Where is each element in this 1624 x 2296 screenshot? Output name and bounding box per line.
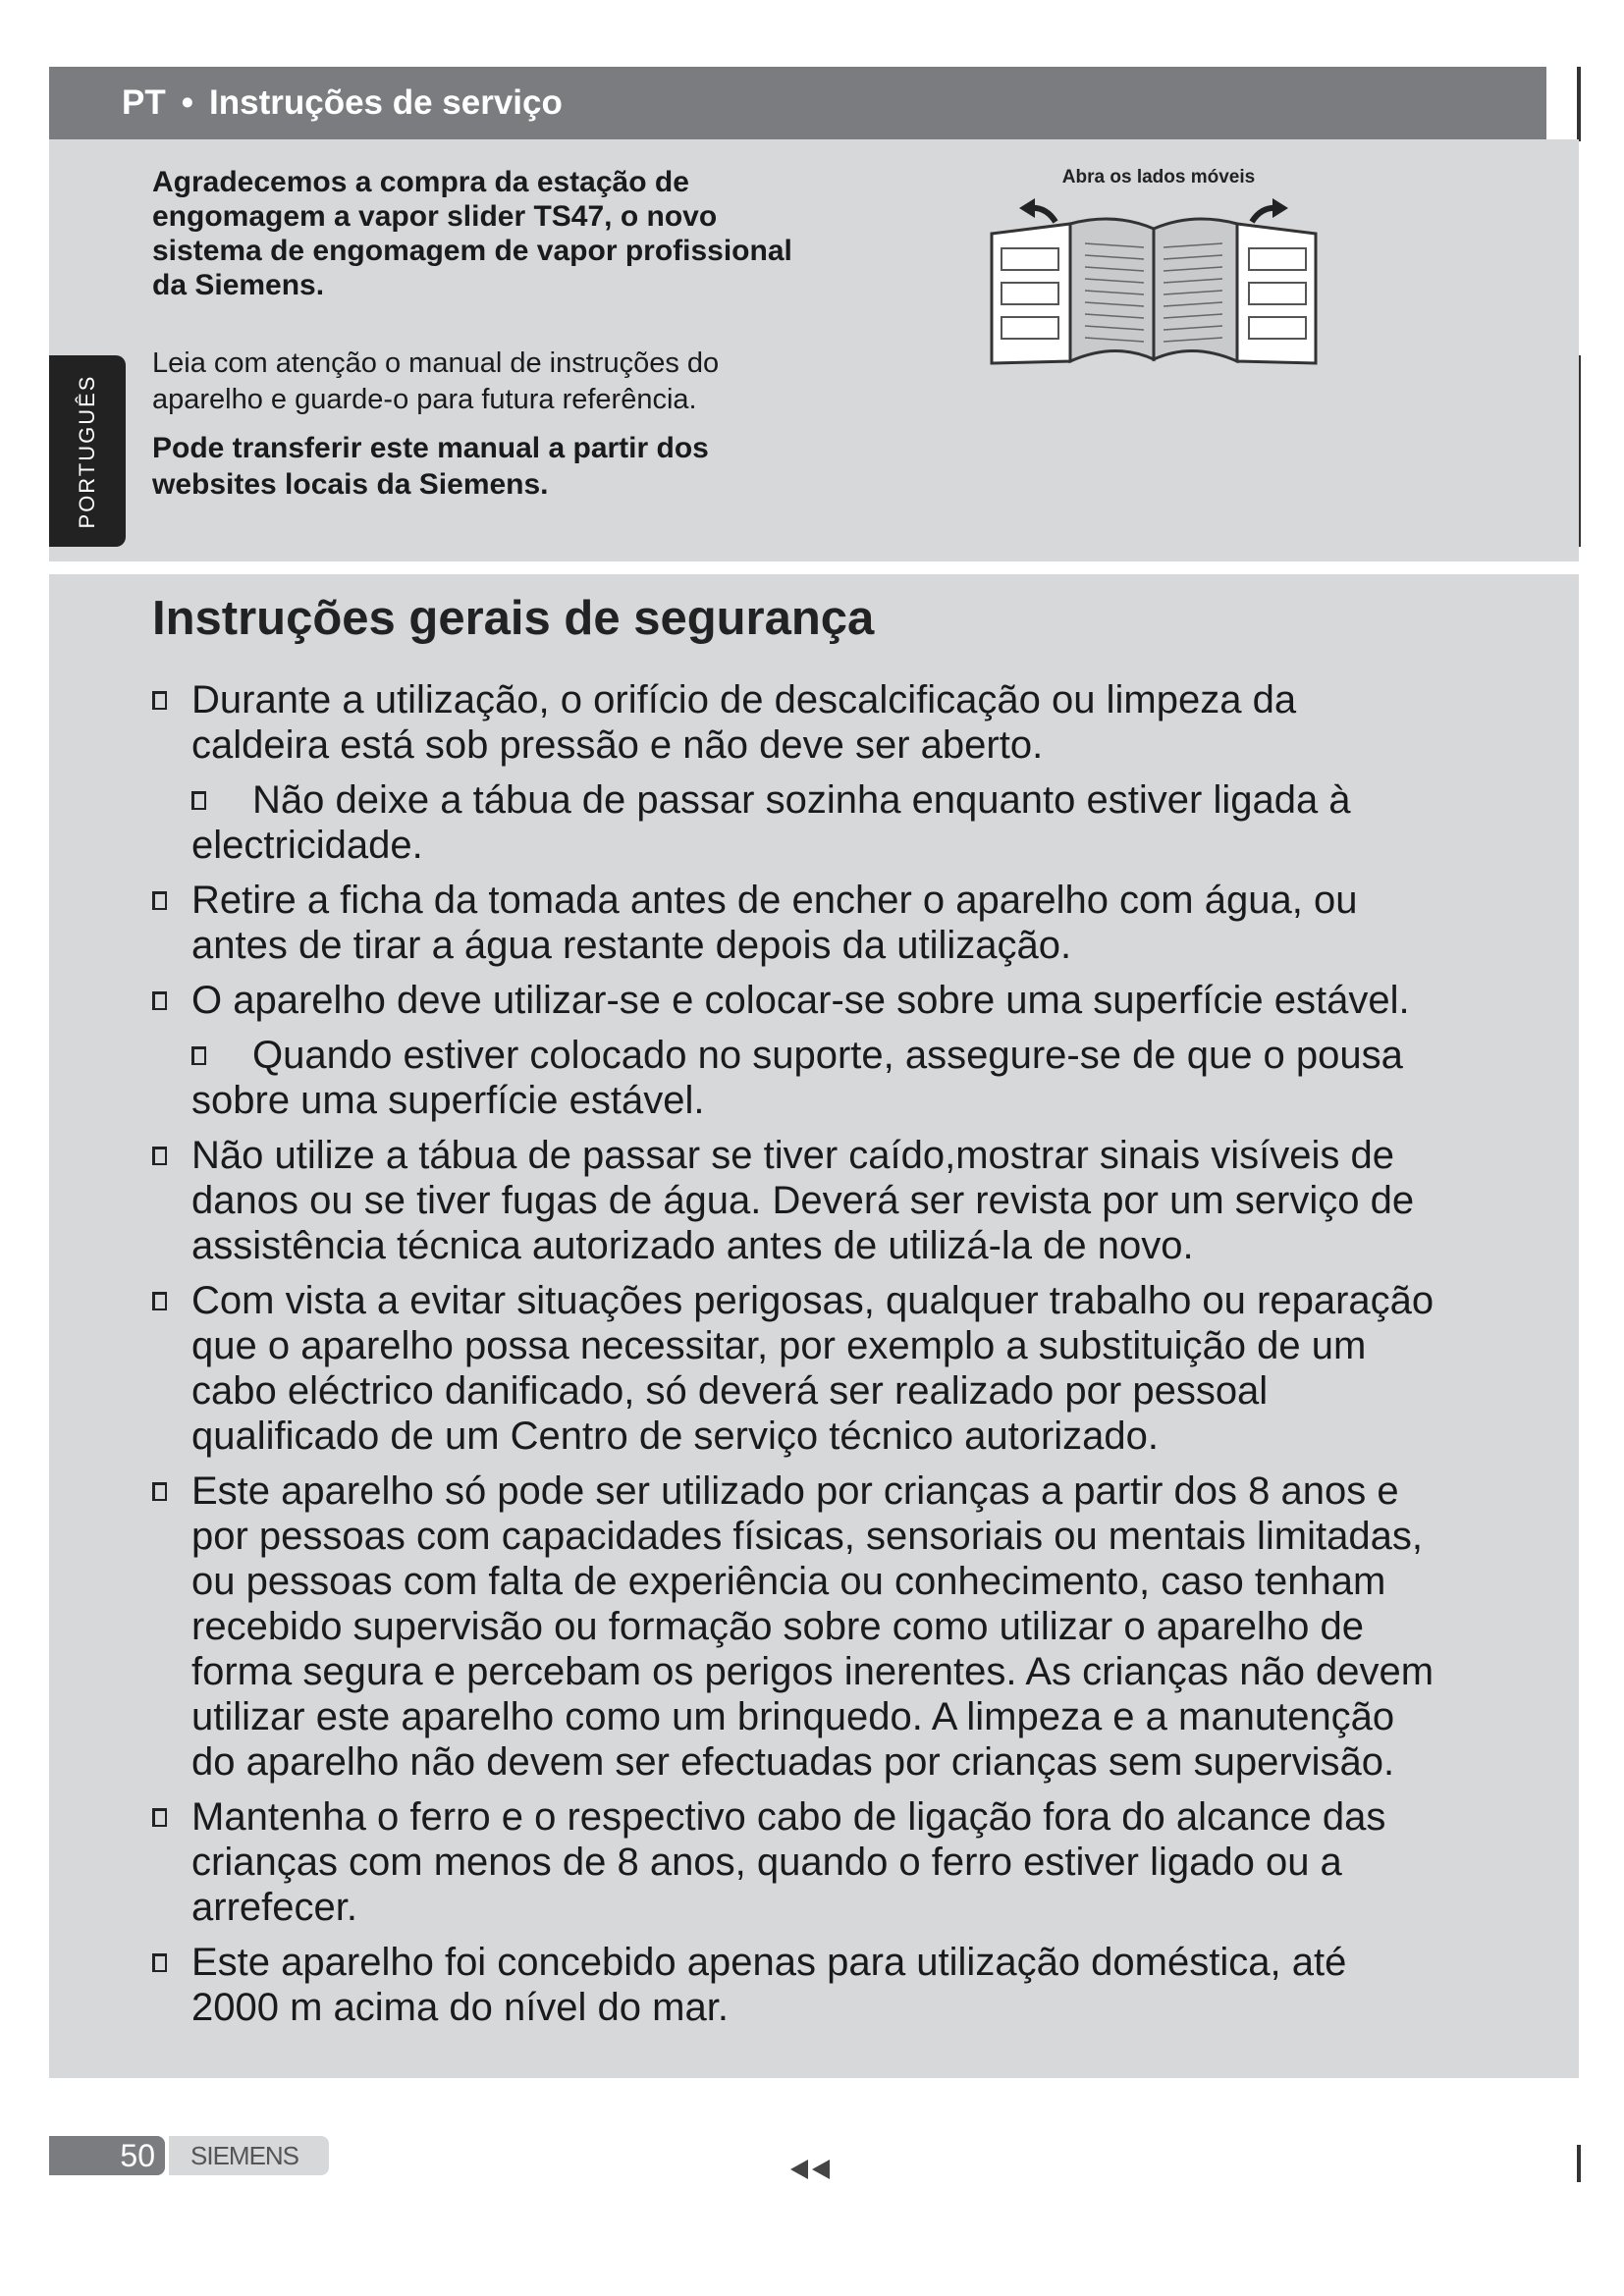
safety-item [152, 1033, 1527, 1123]
open-manual-icon [982, 194, 1326, 371]
text-line: Leia com atenção o manual de instruções do [152, 347, 720, 379]
text-line: Pode transferir este manual a partir dos [152, 432, 709, 464]
text-line: Com vista a evitar situações perigosas, qualquer trabalho ou reparação [191, 1279, 1435, 1322]
text-line: electricidade. [191, 824, 423, 867]
text-line: Este aparelho só pode ser utilizado por crianças a partir dos 8 anos e [191, 1469, 1399, 1513]
safety-list [152, 677, 1527, 2040]
text-line: da Siemens. [152, 269, 325, 301]
brand-label: SIEMENS [169, 2136, 329, 2175]
language-tab [49, 355, 126, 547]
checkbox-bullet-icon [152, 1808, 167, 1827]
text-line: do aparelho não devem ser efectuadas por crianças sem supervisão. [191, 1740, 1395, 1784]
text-line: O aparelho deve utilizar-se e colocar-se sobre uma superfície estável. [191, 979, 1410, 1022]
edge-mark [1577, 2145, 1581, 2182]
text-line: por pessoas com capacidades físicas, sensoriais ou mentais limitadas, [191, 1515, 1423, 1558]
safety-item [152, 777, 1527, 868]
safety-item [152, 1278, 1527, 1459]
text-line: sobre uma superfície estável. [191, 1079, 705, 1122]
text-line: Quando estiver colocado no suporte, assegure-se de que o pousa [252, 1034, 1403, 1077]
text-line: Não deixe a tábua de passar sozinha enquanto estiver ligada à [252, 778, 1351, 822]
text-line: qualificado de um Centro de serviço técnico autorizado. [191, 1415, 1159, 1458]
previous-page-icon[interactable] [790, 2158, 836, 2181]
text-line: caldeira está sob pressão e não deve ser aberto. [191, 723, 1044, 767]
text-line: utilizar este aparelho como um brinquedo. A limpeza e a manutenção [191, 1695, 1395, 1738]
text-line: crianças com menos de 8 anos, quando o ferro estiver ligado ou a [191, 1841, 1342, 1884]
text-line: sistema de engomagem de vapor profissional [152, 235, 792, 267]
checkbox-bullet-icon [152, 991, 167, 1010]
safety-item [152, 878, 1527, 968]
page-number: 50 [49, 2136, 165, 2175]
text-line: ou pessoas com falta de experiência ou conhecimento, caso tenham [191, 1560, 1386, 1603]
text-line: que o aparelho possa necessitar, por exemplo a substituição de um [191, 1324, 1367, 1367]
text-line: antes de tirar a água restante depois da utilização. [191, 924, 1072, 967]
header-separator: • [181, 83, 193, 122]
safety-item [152, 1468, 1527, 1785]
checkbox-bullet-icon [152, 1147, 167, 1165]
text-line: websites locais da Siemens. [152, 468, 549, 501]
safety-title: Instruções gerais de segurança [152, 592, 875, 645]
text-line: recebido supervisão ou formação sobre como utilizar o aparelho de [191, 1605, 1365, 1648]
illustration-caption: Abra os lados móveis [1061, 167, 1256, 187]
text-line: forma segura e percebam os perigos inerentes. As crianças não devem [191, 1650, 1435, 1693]
safety-item [152, 677, 1527, 768]
text-line: cabo eléctrico danificado, só deverá ser realizado por pessoal [191, 1369, 1269, 1413]
text-line: Mantenha o ferro e o respectivo cabo de ligação fora do alcance das [191, 1795, 1386, 1839]
text-line: Não utilize a tábua de passar se tiver caído,mostrar sinais visíveis de [191, 1134, 1395, 1177]
checkbox-bullet-icon [152, 891, 167, 910]
checkbox-bullet-icon [191, 791, 206, 810]
checkbox-bullet-icon [152, 1482, 167, 1501]
safety-item [152, 978, 1527, 1023]
text-line: Agradecemos a compra da estação de [152, 166, 689, 198]
text-line: Retire a ficha da tomada antes de encher o aparelho com água, ou [191, 879, 1358, 922]
text-line: aparelho e guarde-o para futura referência. [152, 384, 697, 415]
section-title: Instruções de serviço [209, 83, 563, 122]
intro-download [152, 430, 859, 503]
text-line: Durante a utilização, o orifício de descalcificação ou limpeza da [191, 678, 1297, 721]
checkbox-bullet-icon [152, 1953, 167, 1972]
text-line: Este aparelho foi concebido apenas para utilização doméstica, até [191, 1941, 1347, 1984]
safety-item [152, 1133, 1527, 1268]
text-line: engomagem a vapor slider TS47, o novo [152, 200, 718, 233]
edge-mark [1577, 67, 1581, 141]
checkbox-bullet-icon [152, 1292, 167, 1310]
text-line: danos ou se tiver fugas de água. Deverá ser revista por um serviço de [191, 1179, 1415, 1222]
safety-item [152, 1794, 1527, 1930]
language-tab-label: PORTUGUÊS [75, 374, 99, 528]
checkbox-bullet-icon [191, 1046, 206, 1065]
intro-read-manual [152, 346, 859, 418]
intro-thanks [152, 165, 859, 302]
checkbox-bullet-icon [152, 691, 167, 710]
section-header [49, 67, 1546, 139]
language-code: PT [122, 83, 166, 122]
text-line: assistência técnica autorizado antes de utilizá-la de novo. [191, 1224, 1194, 1267]
text-line: 2000 m acima do nível do mar. [191, 1986, 729, 2029]
text-line: arrefecer. [191, 1886, 357, 1929]
safety-item [152, 1940, 1527, 2030]
